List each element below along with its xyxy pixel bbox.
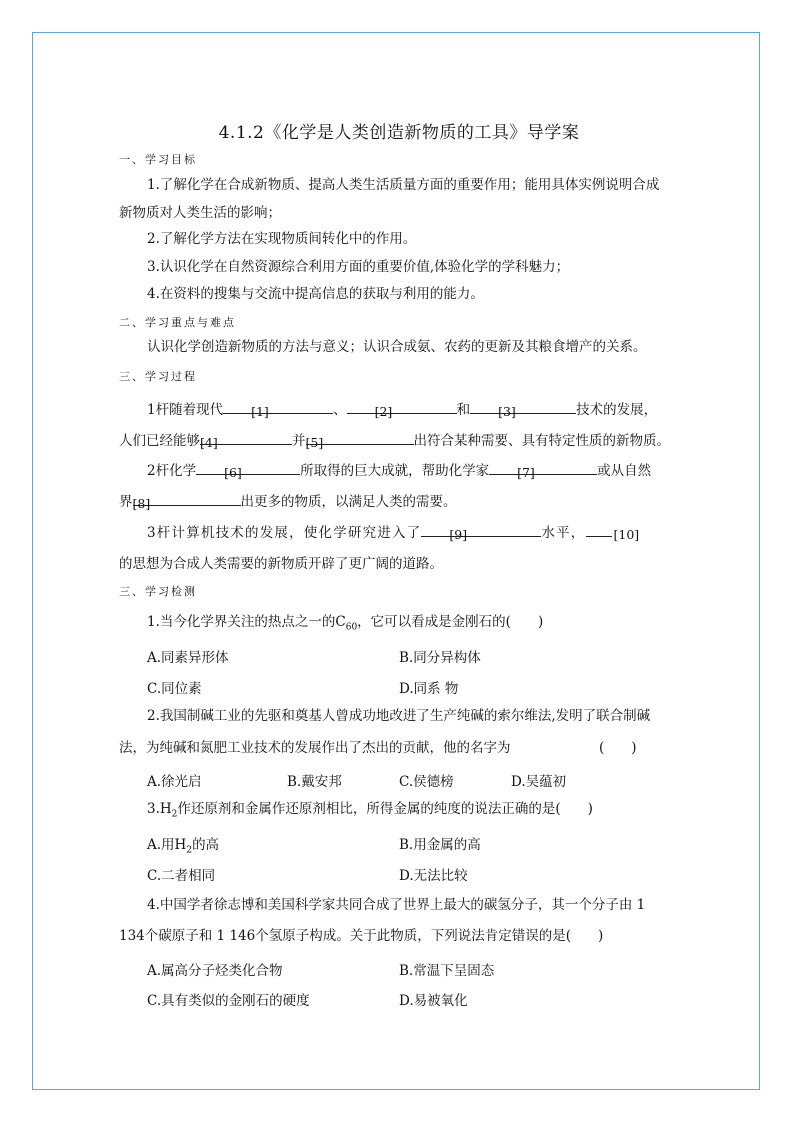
- question-3: [119, 794, 679, 830]
- blank-5[interactable]: [305, 428, 414, 450]
- process-5-prefix: 3: [147, 525, 157, 541]
- q1-text-a: 1.当今化学界关注的热点之一的C: [147, 614, 346, 630]
- blank-8[interactable]: [132, 489, 241, 511]
- process-3-text: 杆化学: [155, 463, 197, 479]
- process-line-1: [119, 395, 679, 425]
- blank-4-label: [4]: [200, 435, 218, 450]
- question-1: [119, 607, 679, 643]
- process-4-text: 界: [119, 494, 133, 510]
- q2-option-c[interactable]: C.侯德榜: [399, 774, 454, 790]
- page-title: 4.1.2《化学是人类创造新物质的工具》导学案: [218, 123, 580, 143]
- blank-10[interactable]: [586, 520, 640, 542]
- process-line-2: [119, 426, 679, 456]
- process-4-end: 出更多的物质，以满足人类的需要。: [240, 494, 457, 510]
- blank-6[interactable]: [196, 458, 300, 480]
- process-5-text: 杆计算机技术的发展，使化学研究进入了: [156, 525, 422, 541]
- q3-option-c[interactable]: C.二者相同: [147, 868, 216, 884]
- blank-7-label: [7]: [517, 465, 535, 480]
- section-test-heading: 三、学习检测: [119, 585, 197, 598]
- q3-option-d[interactable]: D.无法比较: [399, 868, 468, 884]
- process-2-text: 人们已经能够: [119, 433, 200, 449]
- q3-option-a-text-end: 的高: [192, 837, 220, 853]
- process-5-mid: 水平，: [541, 525, 586, 541]
- q1-option-d[interactable]: D.同系 物: [399, 681, 459, 697]
- process-line-3: [119, 456, 679, 486]
- blank-7[interactable]: [489, 458, 597, 480]
- q1-subscript: 60: [345, 622, 358, 633]
- process-1-text: 杆随着现代: [155, 402, 224, 418]
- process-and-2: 并: [292, 433, 306, 449]
- question-2-line-2: [119, 733, 679, 763]
- q3-option-a-text: A.用H: [147, 837, 187, 853]
- q3-subscript: 2: [171, 809, 178, 820]
- q2-option-b[interactable]: B.戴安邦: [287, 774, 342, 790]
- q2-answer-paren[interactable]: ( ): [599, 740, 637, 756]
- objective-2: 2.了解化学方法在实现物质间转化中的作用。: [147, 231, 417, 247]
- q2-option-d[interactable]: D.吴蕴初: [511, 774, 567, 790]
- process-3-prefix: 2: [147, 463, 156, 479]
- section-process-heading: 三、学习过程: [119, 370, 197, 383]
- q4-option-a[interactable]: A.属高分子烃类化合物: [147, 963, 283, 979]
- blank-5-label: [5]: [305, 435, 324, 450]
- q4-option-c[interactable]: C.具有类似的金刚石的硬度: [147, 993, 310, 1009]
- q2-option-a[interactable]: A.徐光启: [147, 774, 202, 790]
- q1-option-b[interactable]: B.同分异构体: [399, 650, 481, 666]
- q1-option-a[interactable]: A.同素异形体: [147, 650, 229, 666]
- q3-text-b: 作还原剂和金属作还原剂相比，所得金属的纯度的说法正确的是( ): [177, 801, 593, 817]
- question-2-line-1: 2.我国制碱工业的先驱和奠基人曾成功地改进了生产纯碱的索尔维法,发明了联合制碱: [147, 708, 651, 724]
- blank-1[interactable]: [223, 397, 333, 419]
- process-1-prefix: 1: [147, 402, 156, 418]
- objective-1b: 新物质对人类生活的影响；: [119, 205, 281, 221]
- blank-1-label: [1]: [251, 404, 269, 419]
- process-line-4: [119, 487, 679, 517]
- process-3-mid: 所取得的巨大成就，帮助化学家: [300, 463, 490, 479]
- process-1-end: 技术的发展，: [576, 402, 658, 418]
- blank-9[interactable]: [421, 520, 541, 542]
- question-4-line-1: 4.中国学者徐志博和美国科学家共同合成了世界上最大的碳氢分子，其一个分子由 1: [147, 897, 646, 913]
- blank-3-label: [3]: [498, 404, 516, 419]
- q4-option-d[interactable]: D.易被氧化: [399, 993, 468, 1009]
- objective-4: 4.在资料的搜集与交流中提高信息的获取与利用的能力。: [147, 286, 484, 302]
- q2-text: 法，为纯碱和氮肥工业技术的发展作出了杰出的贡献，他的名字为: [119, 740, 511, 756]
- process-line-5: [119, 518, 679, 548]
- blank-9-label: [9]: [449, 527, 468, 542]
- process-line-6: 的思想为合成人类需要的新物质开辟了更广阔的道路。: [119, 556, 443, 572]
- objective-1a: 1.了解化学在合成新物质、提高人类生活质量方面的重要作用；能用具体实例说明合成: [147, 177, 660, 193]
- process-3-end: 或从自然: [597, 463, 652, 479]
- blank-8-label: [8]: [132, 496, 151, 511]
- q3-text-a: 3.H: [147, 801, 172, 817]
- process-and: 和: [456, 402, 471, 418]
- blank-6-label: [6]: [224, 465, 242, 480]
- process-sep: 、: [333, 402, 347, 418]
- blank-2[interactable]: [347, 397, 457, 419]
- q1-option-c[interactable]: C.同位素: [147, 681, 202, 697]
- q4-option-b[interactable]: B.常温下呈固态: [399, 963, 495, 979]
- process-2-end: 出符合某种需要、具有特定性质的新物质。: [413, 433, 670, 449]
- q3-option-a-subscript: 2: [186, 845, 193, 856]
- q3-option-a[interactable]: [147, 833, 219, 856]
- section-keypoints-heading: 二、学习重点与难点: [119, 316, 236, 329]
- blank-3[interactable]: [470, 397, 576, 419]
- blank-10-label: [10]: [613, 527, 640, 542]
- blank-4[interactable]: [200, 428, 292, 450]
- q3-option-b[interactable]: B.用金属的高: [399, 837, 481, 853]
- q1-text-b: ，它可以看成是金刚石的( ): [357, 614, 544, 630]
- question-4-line-2: 134个碳原子和 1 146个氢原子构成。关于此物质，下列说法肯定错误的是( ): [119, 928, 604, 944]
- key-points-text: 认识化学创造新物质的方法与意义；认识合成氨、农药的更新及其粮食增产的关系。: [147, 339, 647, 355]
- blank-2-label: [2]: [374, 404, 393, 419]
- objective-3: 3.认识化学在自然资源综合利用方面的重要价值,体验化学的学科魅力；: [147, 259, 570, 275]
- section-objectives-heading: 一、学习目标: [119, 153, 197, 166]
